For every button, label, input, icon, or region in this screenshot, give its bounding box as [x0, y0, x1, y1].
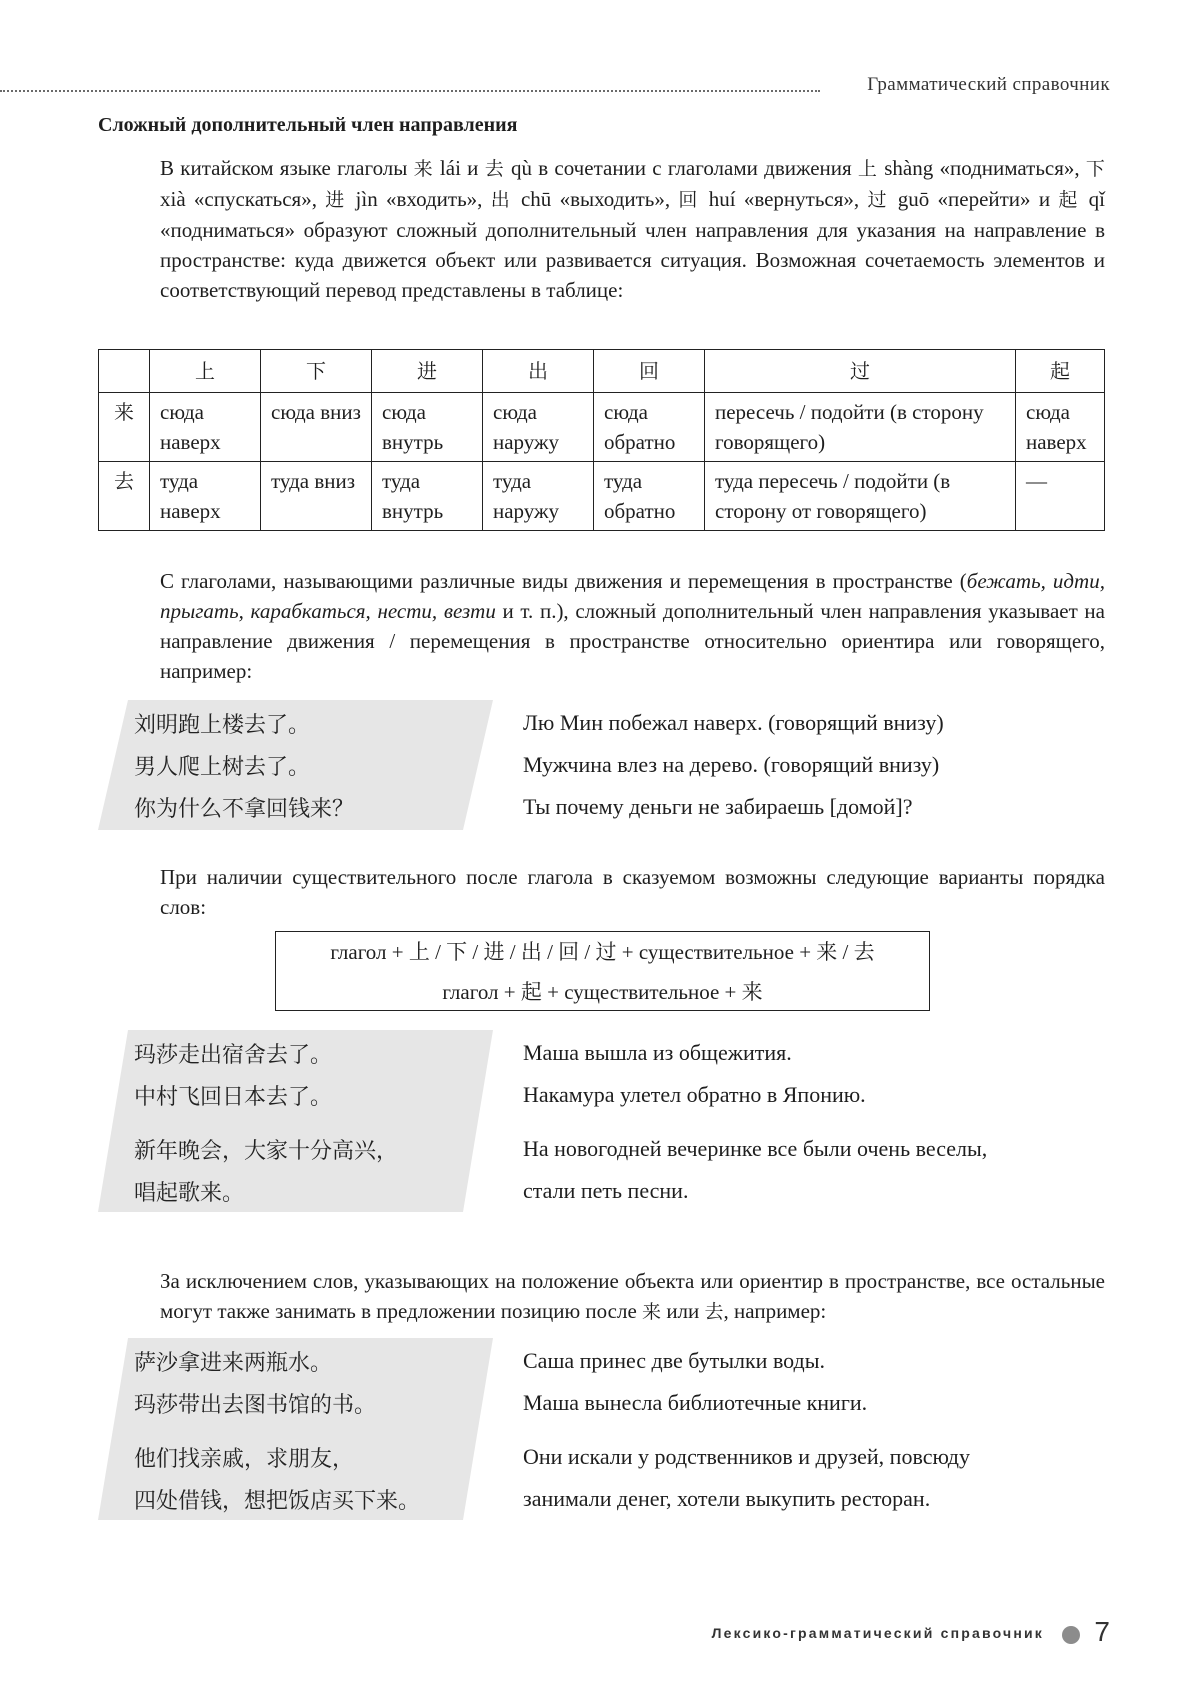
- table-header-cell: [99, 350, 150, 393]
- example-russian: Маша вышла из общежития.: [523, 1040, 792, 1065]
- page-number: 7: [1094, 1616, 1110, 1647]
- exception-paragraph: За исключением слов, указывающих на положение объекта или ориентир в пространстве, все остальные могут также занимать в предложении позицию после 来 или 去, например:: [160, 1269, 1105, 1323]
- table-header-cell: 过: [705, 350, 1016, 393]
- table-header-cell: 回: [594, 350, 705, 393]
- example-russian: Накамура улетел обратно в Японию.: [523, 1082, 866, 1107]
- intro-paragraph: В китайском языке глаголы 来 lái и 去 qù в сочетании с глаголами движения 上 shàng «подниматься», 下 xià «спускаться», 进 jìn «входить», 出 chū «выходить», 回 huí «вернуться», 过 guō «перейти» и 起 qǐ «подниматься» образуют сложный дополнительный член направления для указания на направление в пространстве: куда движется объект или развивается ситуация. Возможная сочетаемость элементов и соответствующий перевод представлены в таблице:: [160, 156, 1105, 302]
- example-russian: Они искали у родственников и друзей, повсюду: [523, 1444, 970, 1469]
- table-cell: пересечь / подойти (в сторону говорящего): [705, 393, 1016, 462]
- examples-block-3: [98, 1338, 1108, 1520]
- example-row: [98, 1382, 1108, 1424]
- example-row: [98, 744, 1108, 786]
- running-footer: [0, 1616, 1110, 1656]
- example-chinese: 他们找亲戚，求朋友，: [134, 1446, 355, 1472]
- table-row-head: 来: [99, 393, 150, 462]
- table-row: [99, 462, 1105, 531]
- example-russian: стали петь песни.: [523, 1178, 689, 1203]
- example-russian: На новогодней вечеринке все были очень веселы,: [523, 1136, 988, 1161]
- example-chinese: 四处借钱，想把饭店买下来。: [134, 1488, 421, 1514]
- example-chinese: 玛莎走出宿舍去了。: [134, 1042, 333, 1068]
- example-russian: занимали денег, хотели выкупить ресторан.: [523, 1486, 931, 1511]
- examples-block-2: [98, 1030, 1108, 1212]
- example-row: [98, 1478, 1108, 1520]
- table-header-cell: 出: [483, 350, 594, 393]
- formula-line: глагол + 上 / 下 / 进 / 出 / 回 / 过 + существительное + 来 / 去: [330, 940, 875, 964]
- footer-bullet-icon: [1062, 1626, 1080, 1644]
- example-chinese: 中村飞回日本去了。: [134, 1084, 333, 1110]
- examples-block-1: [98, 700, 1108, 830]
- direction-table: [98, 349, 1105, 531]
- example-row: [98, 1032, 1108, 1074]
- example-row: [98, 786, 1108, 828]
- formula-line: глагол + 起 + существительное + 来: [442, 980, 763, 1004]
- table-row-head: 去: [99, 462, 150, 531]
- table-header-cell: 下: [261, 350, 372, 393]
- table-header-cell: 起: [1016, 350, 1105, 393]
- footer-title: Лексико-грамматический справочник: [711, 1625, 1044, 1641]
- table-cell: туда обратно: [594, 462, 705, 531]
- example-russian: Лю Мин побежал наверх. (говорящий внизу): [523, 710, 944, 735]
- table-cell: сюда наверх: [150, 393, 261, 462]
- example-row: [98, 1128, 1108, 1170]
- example-russian: Саша принес две бутылки воды.: [523, 1348, 826, 1373]
- example-row: [98, 1340, 1108, 1382]
- table-cell: сюда обратно: [594, 393, 705, 462]
- example-chinese: 刘明跑上楼去了。: [134, 712, 311, 738]
- example-row: [98, 702, 1108, 744]
- table-header-cell: 上: [150, 350, 261, 393]
- example-chinese: 你为什么不拿回钱来？: [134, 796, 355, 822]
- table-cell: туда вниз: [261, 462, 372, 531]
- example-russian: Маша вынесла библиотечные книги.: [523, 1390, 868, 1415]
- example-russian: Ты почему деньги не забираешь [домой]?: [523, 794, 913, 819]
- table-cell: —: [1016, 462, 1105, 531]
- example-chinese: 萨沙拿进来两瓶水。: [134, 1350, 333, 1376]
- word-order-paragraph: При наличии существительного после глагола в сказуемом возможны следующие варианты порядка слов:: [160, 865, 1105, 919]
- example-chinese: 男人爬上树去了。: [134, 754, 311, 780]
- table-cell: сюда наружу: [483, 393, 594, 462]
- table-header-cell: 进: [372, 350, 483, 393]
- table-cell: туда наружу: [483, 462, 594, 531]
- formula-box: [275, 931, 930, 1011]
- example-russian: Мужчина влез на дерево. (говорящий внизу): [523, 752, 940, 777]
- table-cell: сюда внутрь: [372, 393, 483, 462]
- table-cell: туда пересечь / подойти (в сторону от говорящего): [705, 462, 1016, 531]
- table-header-row: [99, 350, 1105, 393]
- section-title: Сложный дополнительный член направления: [98, 114, 518, 136]
- example-row: [98, 1074, 1108, 1116]
- table-row: [99, 393, 1105, 462]
- table-cell: сюда вниз: [261, 393, 372, 462]
- header-title: Грамматический справочник: [867, 74, 1110, 95]
- example-row: [98, 1170, 1108, 1212]
- example-chinese: 新年晚会，大家十分高兴，: [134, 1138, 399, 1164]
- running-header: [0, 70, 1110, 100]
- example-chinese: 玛莎带出去图书馆的书。: [134, 1392, 377, 1418]
- table-cell: туда наверх: [150, 462, 261, 531]
- table-cell: туда внутрь: [372, 462, 483, 531]
- header-dotted-leader: [0, 90, 820, 92]
- example-chinese: 唱起歌来。: [134, 1180, 245, 1206]
- table-cell: сюда наверх: [1016, 393, 1105, 462]
- motion-paragraph: С глаголами, называющими различные виды движения и перемещения в пространстве (бежать, идти, прыгать, карабкаться, нести, везти и т. п.), сложный дополнительный член направления указывает на направление движения / перемещения в пространстве относительно ориентира или говорящего, например:: [160, 569, 1105, 683]
- example-row: [98, 1436, 1108, 1478]
